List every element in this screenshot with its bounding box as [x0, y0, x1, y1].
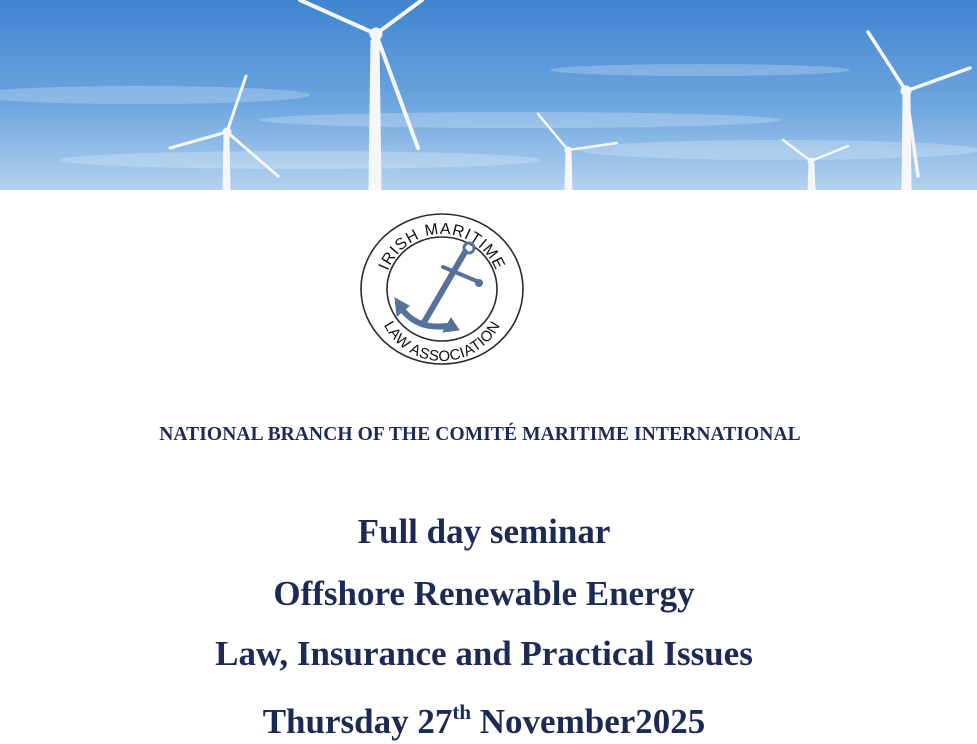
branch-heading: NATIONAL BRANCH OF THE COMITÉ MARITIME INTERNATIONAL — [159, 424, 801, 445]
date-ordinal: th — [452, 700, 472, 724]
seminar-title: Offshore Renewable Energy — [273, 574, 695, 613]
logo-bottom-text: LAW ASSOCIATION — [380, 318, 504, 366]
association-logo — [359, 212, 525, 366]
seminar-subtitle: Law, Insurance and Practical Issues — [215, 634, 753, 673]
seminar-date — [0, 700, 968, 742]
anchor-seal-icon — [359, 212, 525, 366]
seminar-type: Full day seminar — [357, 512, 611, 551]
date-day: Thursday 27 — [262, 702, 453, 741]
wind-turbine-banner — [0, 0, 977, 190]
wind-turbine-photo — [0, 0, 977, 190]
date-month-year: November2025 — [471, 702, 706, 741]
logo-top-text: IRISH MARITIME — [375, 220, 509, 273]
